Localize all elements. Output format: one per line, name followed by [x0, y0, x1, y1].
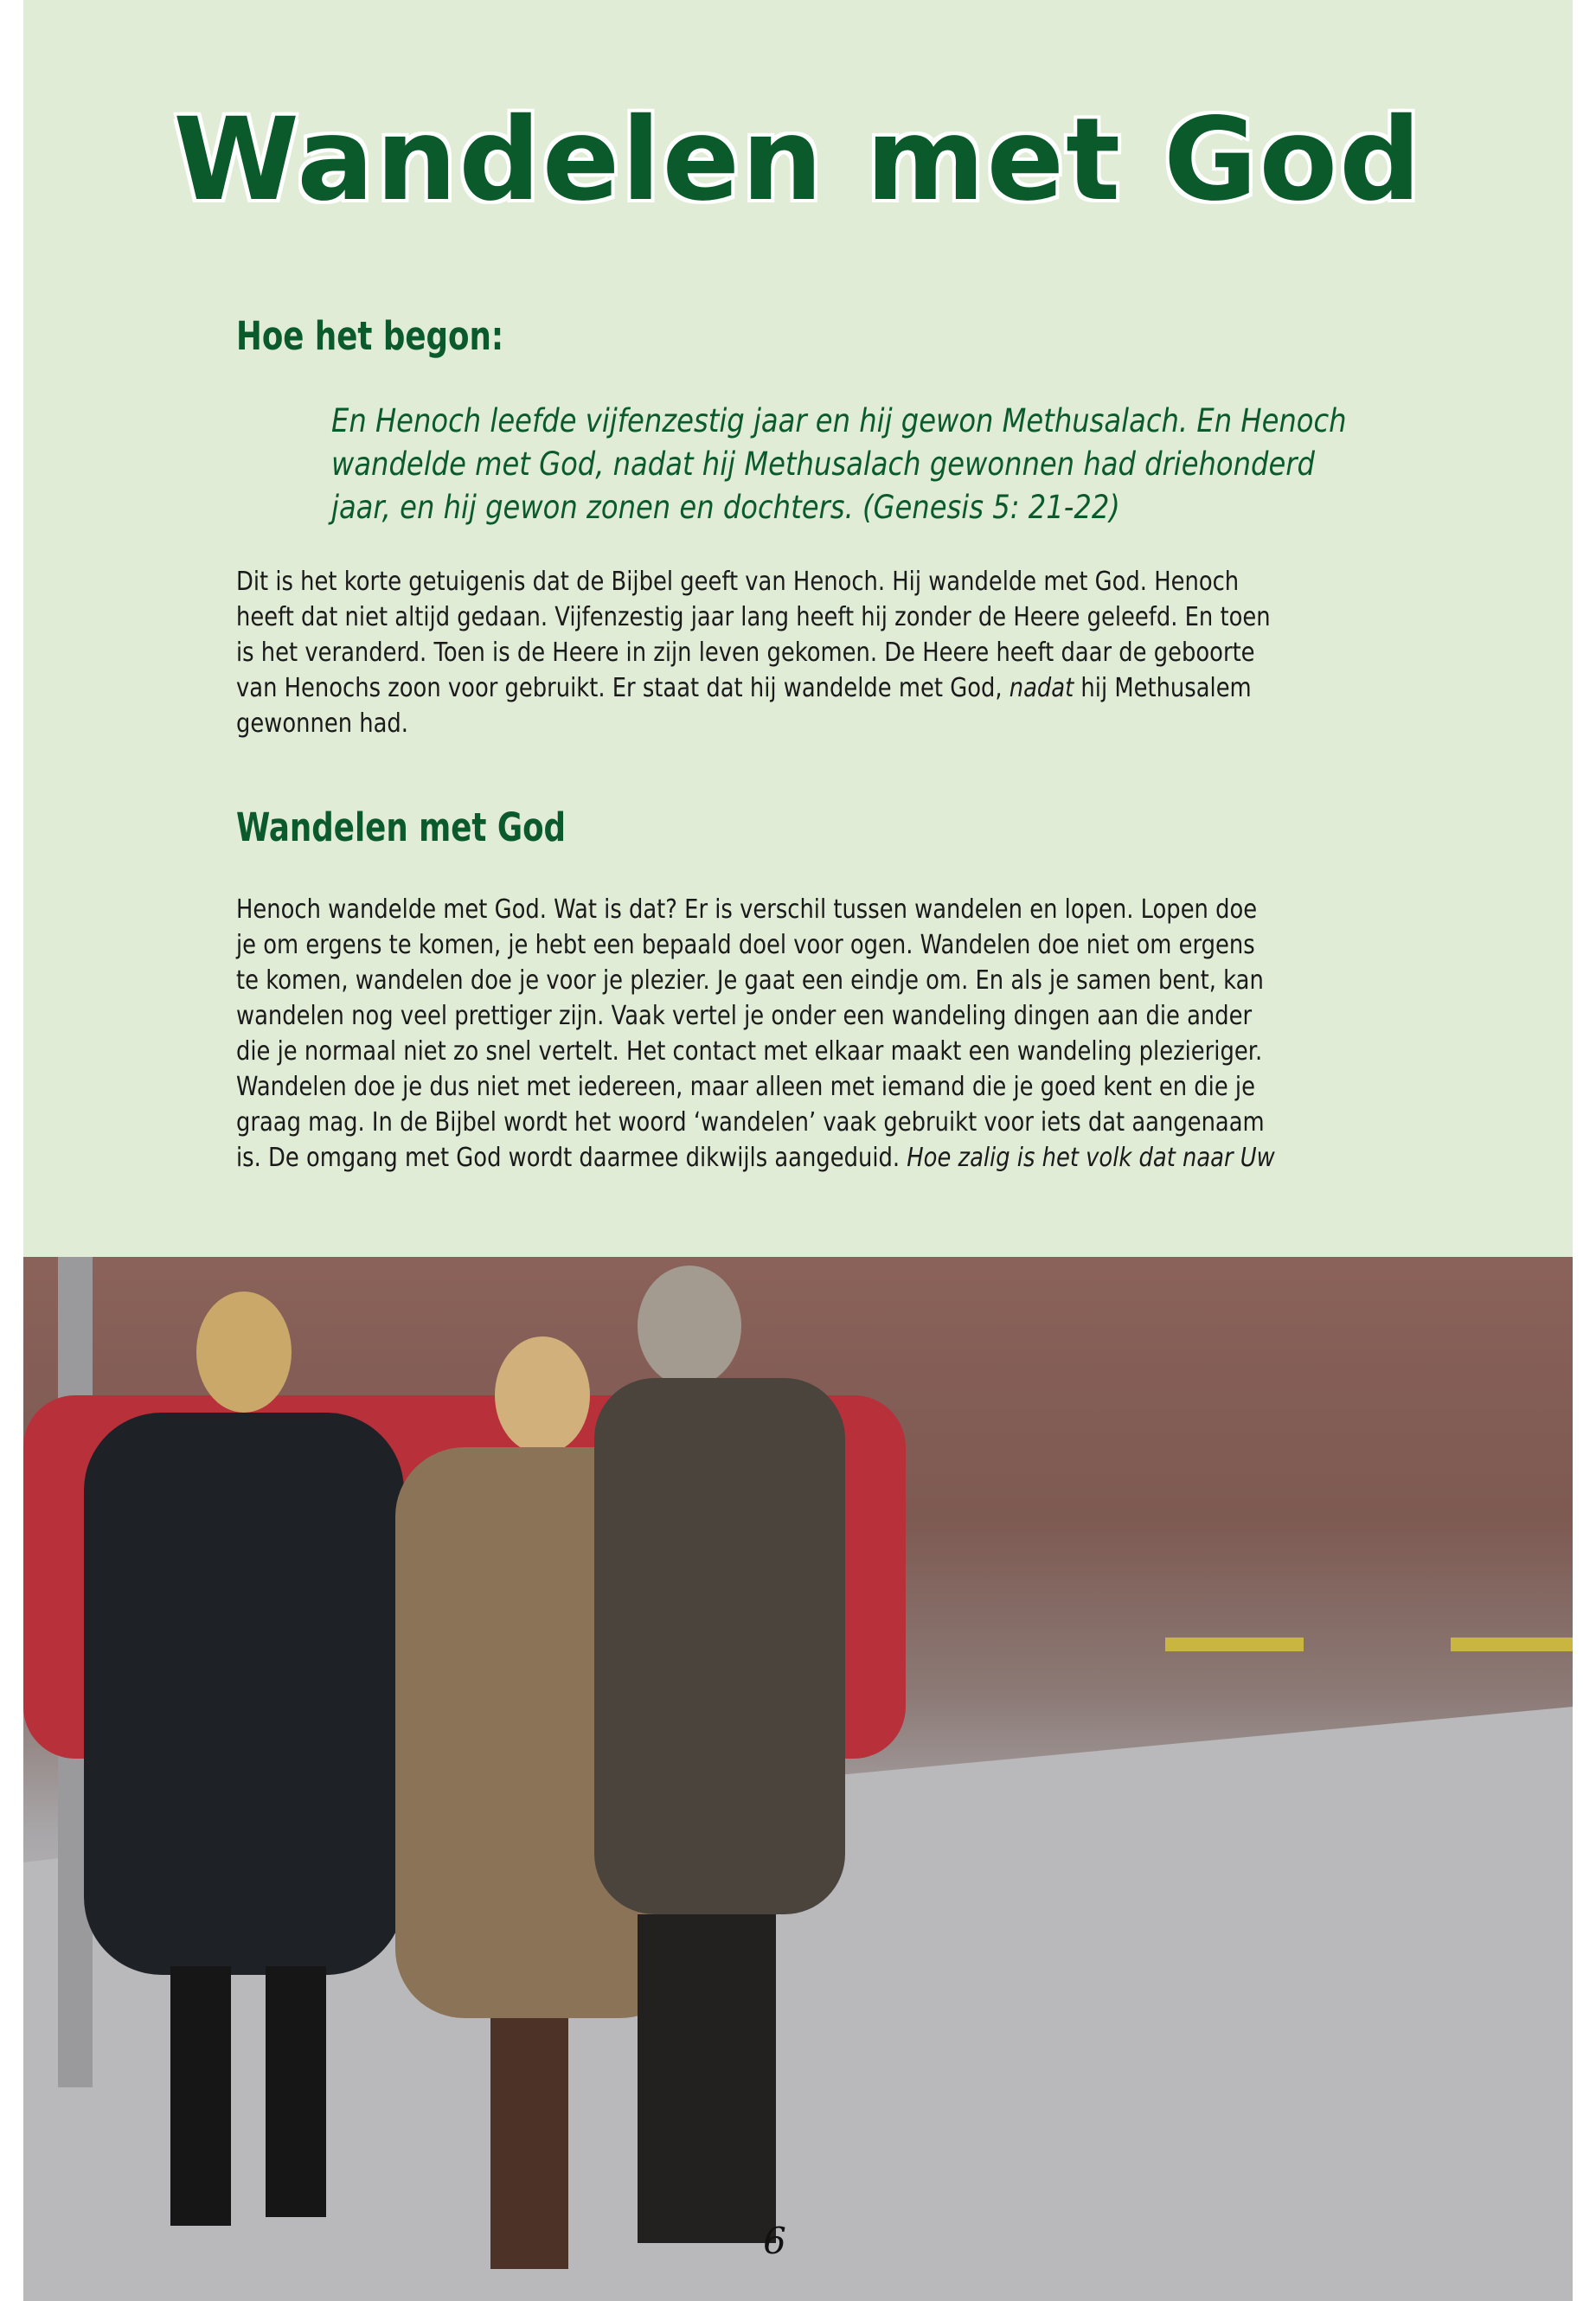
emphasis: Hoe zalig is het volk dat naar Uw — [907, 1143, 1275, 1173]
text-line: wandelen nog veel prettiger zijn. Vaak vertel je onder een wandeling dingen aan die ander — [236, 1001, 1253, 1031]
road-marking — [1451, 1638, 1573, 1651]
text-line: Henoch wandelde met God. Wat is dat? Er is verschil tussen wandelen en lopen. Lopen doe — [236, 894, 1258, 925]
photo-people-walking — [23, 1257, 1573, 2301]
text-segment: van Henochs zoon voor gebruikt. Er staat dat hij wandelde met God, — [236, 673, 1010, 703]
text-line: die je normaal niet zo snel vertelt. Het contact met elkaar maakt een wandeling plezieriger. — [236, 1036, 1263, 1067]
text-line: gewonnen had. — [236, 708, 409, 739]
text-line: je om ergens te komen, je hebt een bepaald doel voor ogen. Wandelen doe niet om ergens — [236, 930, 1255, 960]
text-line: Wandelen doe je dus niet met iedereen, maar alleen met iemand die je goed kent en die je — [236, 1072, 1255, 1102]
page-title: Wandelen met God — [173, 93, 1423, 227]
section-heading-begin: Hoe het begon: — [236, 313, 504, 359]
paragraph-1 — [236, 564, 1271, 741]
text-line: is het veranderd. Toen is de Heere in zijn leven gekomen. De Heere heeft daar de geboorte — [236, 638, 1255, 668]
quote-line: wandelde met God, nadat hij Methusalach gewonnen had driehonderd — [331, 445, 1315, 483]
emphasis: nadat — [1009, 673, 1074, 703]
text-line — [236, 1140, 1275, 1176]
paragraph-2 — [236, 892, 1275, 1176]
quote-line: En Henoch leefde vijfenzestig jaar en hij gewon Methusalach. En Henoch — [331, 402, 1347, 439]
text-line: graag mag. In de Bijbel wordt het woord ‘wandelen’ vaak gebruikt voor iets dat aangenaam — [236, 1107, 1265, 1138]
text-line — [236, 670, 1271, 706]
road-marking — [1165, 1638, 1304, 1651]
quote-line: jaar, en hij gewon zonen en dochters. (Genesis 5: 21-22) — [331, 489, 1120, 526]
text-line: heeft dat niet altijd gedaan. Vijfenzestig jaar lang heeft hij zonder de Heere geleefd. En toen — [236, 602, 1271, 632]
bible-quote — [331, 400, 1347, 529]
text-line: Dit is het korte getuigenis dat de Bijbel geeft van Henoch. Hij wandelde met God. Henoch — [236, 567, 1240, 597]
text-segment: hij Methusalem — [1074, 673, 1252, 703]
page-number: 6 — [763, 2220, 786, 2262]
text-line: te komen, wandelen doe je voor je plezier. Je gaat een eindje om. En als je samen bent, kan — [236, 965, 1264, 996]
photo-illustration — [23, 1257, 1573, 2301]
section-heading-wandelen: Wandelen met God — [236, 804, 567, 850]
text-segment: is. De omgang met God wordt daarmee dikwijls aangeduid. — [236, 1143, 907, 1173]
